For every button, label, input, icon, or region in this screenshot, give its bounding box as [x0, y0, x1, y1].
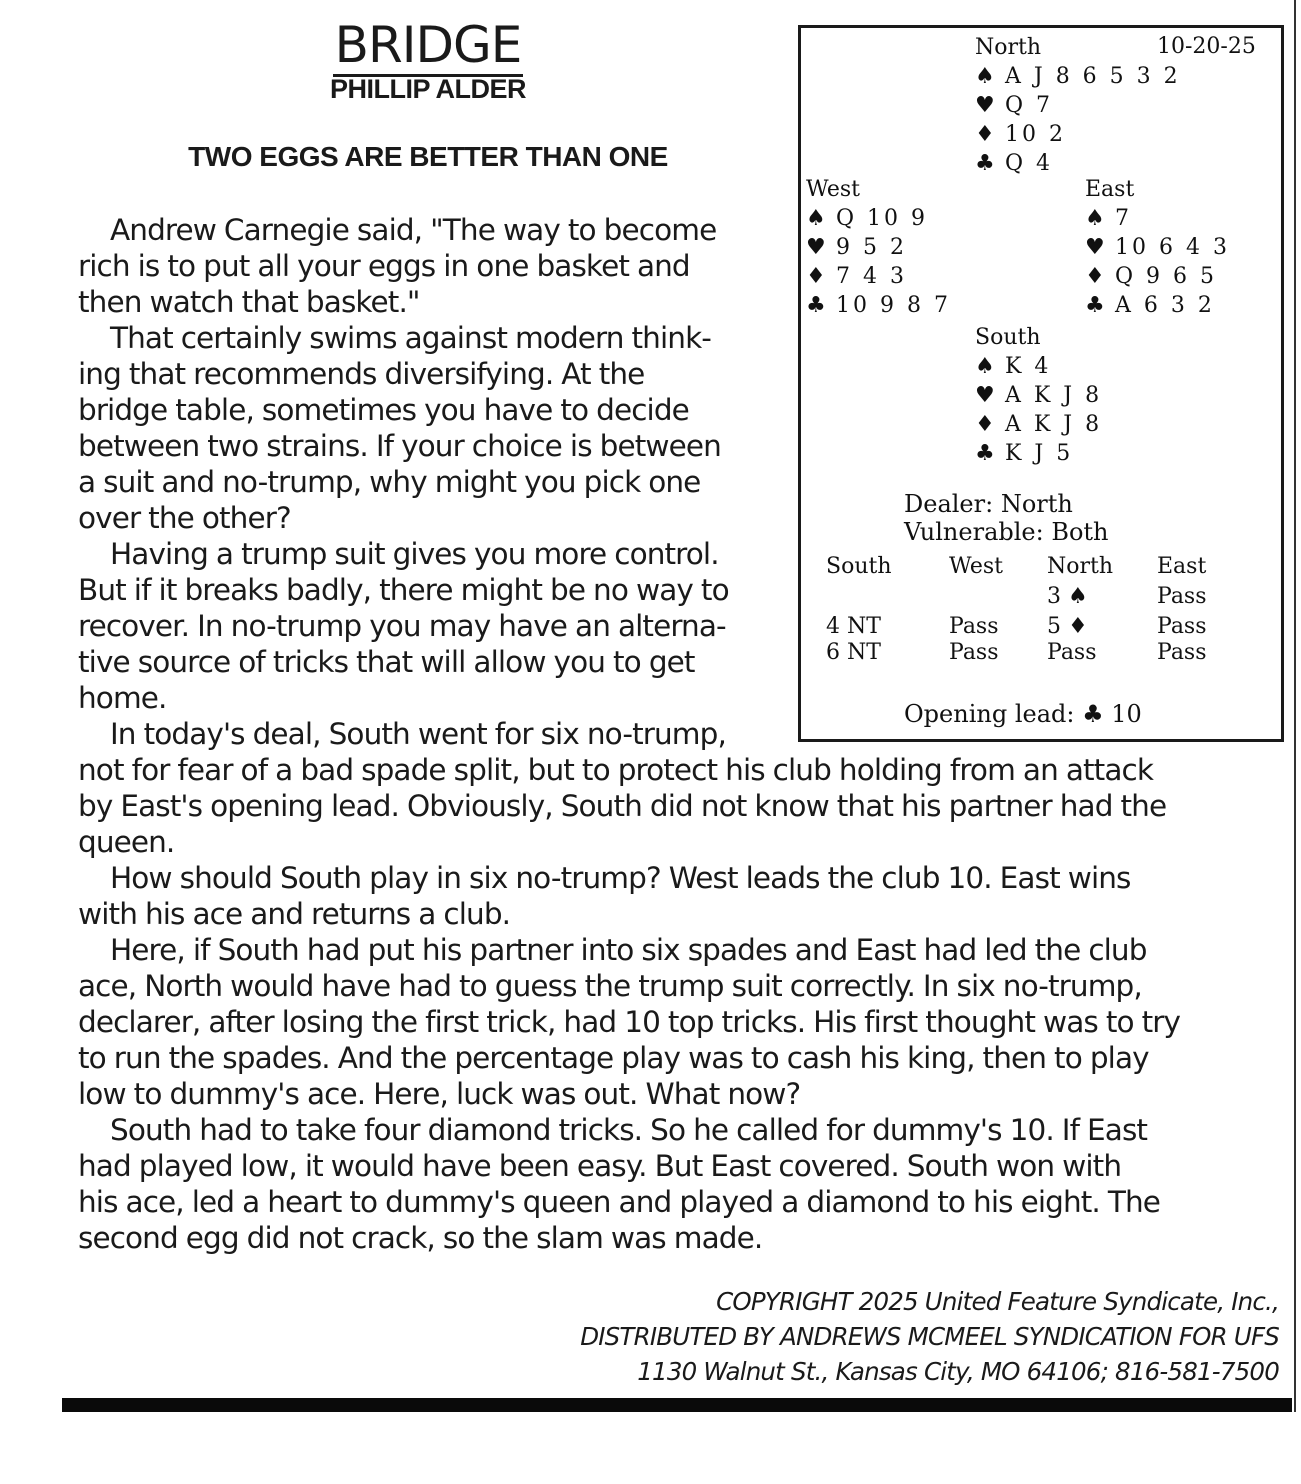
heart-icon: ♥	[975, 383, 995, 408]
west-label: West	[806, 177, 860, 202]
deal-date: 10-20-25	[1157, 34, 1256, 59]
east-hand: East ♠ 7 ♥ 10 6 4 3 ♦ Q 9 6 5 ♣ A 6 3 2	[1085, 177, 1230, 318]
author-byline: PHILLIP ALDER	[329, 74, 526, 104]
paragraph-4: In today's deal, South went for six no-trump, not for fear of a bad spade split, but to protect his club holding from an attack by East's opening lead. Obviously, South did not know that his partner had the queen.	[78, 717, 1167, 859]
auction-bid: Pass	[1157, 640, 1207, 665]
auction-bid: 3 ♠	[1047, 584, 1088, 609]
auction-bid: Pass	[1047, 640, 1097, 665]
column-header	[78, 18, 778, 104]
paragraph-7: South had to take four diamond tricks. So he called for dummy's 10. If East had played low, it would have been easy. But East covered. South won with his ace, led a heart to dummy's queen and played a diamond to his eight. The second egg did not crack, so the slam was made.	[78, 1113, 1161, 1255]
heart-icon: ♥	[1085, 235, 1105, 260]
auction-bid: Pass	[1157, 584, 1207, 609]
south-hand: South ♠ K 4 ♥ A K J 8 ♦ A K J 8 ♣ K J 5	[975, 325, 1103, 466]
auction-header-north: North	[1047, 554, 1114, 579]
east-label: East	[1085, 177, 1135, 202]
spade-icon: ♠	[975, 64, 995, 89]
opening-lead: Opening lead: ♣ 10	[904, 700, 1142, 728]
diamond-icon: ♦	[1068, 614, 1088, 639]
heart-icon: ♥	[975, 93, 995, 118]
auction-header-west: West	[949, 554, 1003, 579]
spade-icon: ♠	[1085, 206, 1105, 231]
club-icon: ♣	[975, 151, 995, 176]
diamond-icon: ♦	[806, 264, 826, 289]
diamond-icon: ♦	[1085, 264, 1105, 289]
diamond-icon: ♦	[975, 412, 995, 437]
paragraph-6: Here, if South had put his partner into six spades and East had led the club ace, North would have had to guess the trump suit correctly. In six no-trump, declarer, after losing the first trick, had 10 top tricks. His first thought was to try to run the spades. And the percentage play was to cash his king, then to play low to dummy's ace. Here, luck was out. What now?	[78, 933, 1181, 1111]
spade-icon: ♠	[975, 354, 995, 379]
deal-diagram	[798, 25, 1284, 742]
vulnerability-info: Vulnerable: Both	[904, 518, 1109, 546]
copyright-notice: COPYRIGHT 2025 United Feature Syndicate, Inc., DISTRIBUTED BY ANDREWS MCMEEL SYNDICATION FOR UFS 1130 Walnut St., Kansas City, MO 64106; 816-581-7500	[580, 1287, 1279, 1386]
club-icon: ♣	[1082, 700, 1104, 728]
paragraph-5: How should South play in six no-trump? West leads the club 10. East wins with his ace and returns a club.	[78, 861, 1131, 931]
article-headline: TWO EGGS ARE BETTER THAN ONE	[188, 141, 668, 172]
spade-icon: ♠	[806, 206, 826, 231]
club-icon: ♣	[806, 293, 826, 318]
auction-bid: Pass	[949, 614, 999, 639]
north-label: North	[975, 35, 1042, 60]
paragraph-3: Having a trump suit gives you more control. But if it breaks badly, there might be no way to recover. In no-trump you may have an alterna- tive source of tricks that will allow you to get home.	[78, 537, 729, 715]
spade-icon: ♠	[1068, 584, 1088, 609]
paragraph-1: Andrew Carnegie said, "The way to become rich is to put all your eggs in one basket and then watch that basket."	[78, 213, 717, 319]
dealer-info: Dealer: North	[904, 490, 1073, 518]
north-hand: North ♠ A J 8 6 5 3 2 ♥ Q 7 ♦ 10 2 ♣ Q 4	[975, 35, 1181, 176]
club-icon: ♣	[1085, 293, 1105, 318]
auction-bid: 4 NT	[826, 614, 881, 639]
auction-header-east: East	[1157, 554, 1207, 579]
paragraph-2: That certainly swims against modern think- ing that recommends diversifying. At the bridge table, sometimes you have to decide between two strains. If your choice is between a suit and no-trump, why might you pick one over the other?	[78, 321, 721, 535]
auction-bid: Pass	[1157, 614, 1207, 639]
south-label: South	[975, 325, 1041, 350]
auction-header-south: South	[826, 554, 892, 579]
club-icon: ♣	[975, 441, 995, 466]
auction-bid: 6 NT	[826, 640, 881, 665]
west-hand: West ♠ Q 10 9 ♥ 9 5 2 ♦ 7 4 3 ♣ 10 9 8 7	[806, 177, 951, 318]
right-edge-rule	[1294, 0, 1296, 1412]
auction-bid: 5 ♦	[1047, 614, 1088, 639]
heart-icon: ♥	[806, 235, 826, 260]
diamond-icon: ♦	[975, 122, 995, 147]
auction-bid: Pass	[949, 640, 999, 665]
bottom-rule	[62, 1398, 1292, 1412]
column-title: BRIDGE	[78, 18, 778, 72]
